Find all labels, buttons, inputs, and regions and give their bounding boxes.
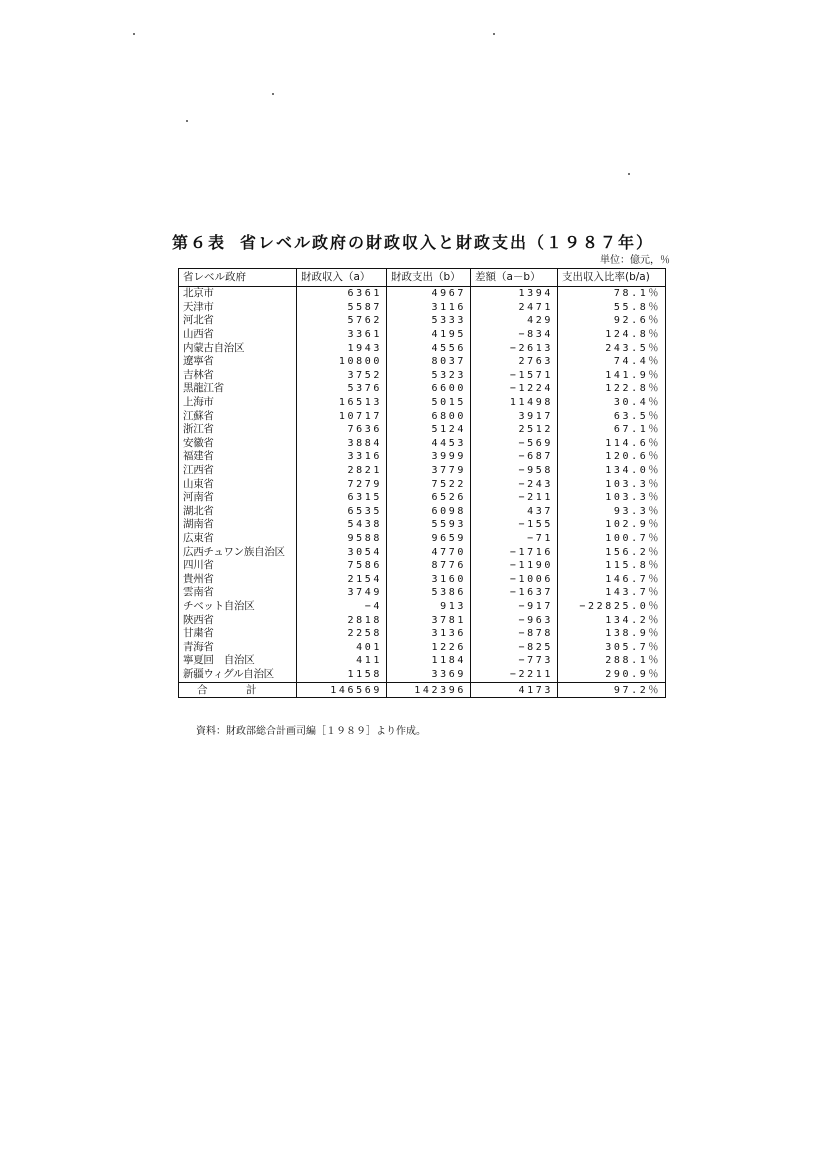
value-cell: 30.4％ bbox=[558, 396, 666, 410]
value-cell: 6800 bbox=[387, 409, 471, 423]
total-label-cell: 合 計 bbox=[179, 683, 297, 698]
table-row bbox=[179, 355, 666, 369]
value-cell: 5386 bbox=[387, 586, 471, 600]
table-row bbox=[179, 423, 666, 437]
table-row bbox=[179, 559, 666, 573]
region-name-cell: 貴州省 bbox=[179, 572, 297, 586]
region-name-cell: 内蒙古自治区 bbox=[179, 341, 297, 355]
value-cell: 63.5％ bbox=[558, 409, 666, 423]
value-cell: 10717 bbox=[297, 409, 387, 423]
region-name-cell: 広西チュワン族自治区 bbox=[179, 545, 297, 559]
region-name-cell: 上海市 bbox=[179, 396, 297, 410]
unit-note: 単位：億元，％ bbox=[600, 255, 670, 266]
value-cell: 156.2％ bbox=[558, 545, 666, 559]
table-row bbox=[179, 640, 666, 654]
region-name-cell: 湖北省 bbox=[179, 505, 297, 519]
value-cell: 3054 bbox=[297, 545, 387, 559]
value-cell: −2613 bbox=[471, 341, 558, 355]
value-cell: 243.5％ bbox=[558, 341, 666, 355]
value-cell: 1943 bbox=[297, 341, 387, 355]
value-cell: 6600 bbox=[387, 382, 471, 396]
value-cell: 8037 bbox=[387, 355, 471, 369]
value-cell: 305.7％ bbox=[558, 640, 666, 654]
value-cell: 5323 bbox=[387, 369, 471, 383]
region-name-cell: 四川省 bbox=[179, 559, 297, 573]
value-cell: 103.3％ bbox=[558, 477, 666, 491]
value-cell: 3779 bbox=[387, 464, 471, 478]
table-row bbox=[179, 477, 666, 491]
value-cell: 6315 bbox=[297, 491, 387, 505]
value-cell: 3361 bbox=[297, 328, 387, 342]
region-name-cell: 浙江省 bbox=[179, 423, 297, 437]
value-cell: 3749 bbox=[297, 586, 387, 600]
scan-speck bbox=[133, 33, 135, 35]
table-title-text: 省レベル政府の財政収入と財政支出（１９８７年） bbox=[240, 233, 655, 252]
region-name-cell: 河南省 bbox=[179, 491, 297, 505]
source-note: 資料：財政部総合計画司編［１９８９］より作成。 bbox=[196, 726, 426, 737]
table-row bbox=[179, 341, 666, 355]
region-name-cell: チベット自治区 bbox=[179, 600, 297, 614]
table-row bbox=[179, 369, 666, 383]
value-cell: −243 bbox=[471, 477, 558, 491]
value-cell: 115.8％ bbox=[558, 559, 666, 573]
region-name-cell: 陝西省 bbox=[179, 613, 297, 627]
region-name-cell: 天津市 bbox=[179, 301, 297, 315]
total-value-cell: 97.2％ bbox=[558, 683, 666, 698]
table-row bbox=[179, 437, 666, 451]
value-cell: 288.1％ bbox=[558, 654, 666, 668]
value-cell: 120.6％ bbox=[558, 450, 666, 464]
value-cell: 138.9％ bbox=[558, 627, 666, 641]
value-cell: −958 bbox=[471, 464, 558, 478]
value-cell: −22825.0％ bbox=[558, 600, 666, 614]
region-name-cell: 黒龍江省 bbox=[179, 382, 297, 396]
value-cell: 134.2％ bbox=[558, 613, 666, 627]
value-cell: 9588 bbox=[297, 532, 387, 546]
value-cell: −1571 bbox=[471, 369, 558, 383]
column-header: 支出収入比率(b/a) bbox=[558, 269, 666, 287]
value-cell: 103.3％ bbox=[558, 491, 666, 505]
value-cell: 1394 bbox=[471, 287, 558, 301]
value-cell: 3917 bbox=[471, 409, 558, 423]
value-cell: 74.4％ bbox=[558, 355, 666, 369]
table-title bbox=[172, 230, 752, 252]
value-cell: 5124 bbox=[387, 423, 471, 437]
value-cell: 4453 bbox=[387, 437, 471, 451]
value-cell: −878 bbox=[471, 627, 558, 641]
table-row bbox=[179, 464, 666, 478]
value-cell: 913 bbox=[387, 600, 471, 614]
table-row bbox=[179, 409, 666, 423]
column-header: 差額（a－b） bbox=[471, 269, 558, 287]
total-value-cell: 142396 bbox=[387, 683, 471, 698]
region-name-cell: 新疆ウィグル自治区 bbox=[179, 668, 297, 683]
value-cell: 55.8％ bbox=[558, 301, 666, 315]
table-row bbox=[179, 532, 666, 546]
value-cell: 2821 bbox=[297, 464, 387, 478]
region-name-cell: 安徽省 bbox=[179, 437, 297, 451]
table-row bbox=[179, 600, 666, 614]
table-row bbox=[179, 301, 666, 315]
column-header: 財政支出（b） bbox=[387, 269, 471, 287]
region-name-cell: 福建省 bbox=[179, 450, 297, 464]
region-name-cell: 寧夏回 自治区 bbox=[179, 654, 297, 668]
table-row bbox=[179, 545, 666, 559]
value-cell: −569 bbox=[471, 437, 558, 451]
value-cell: 102.9％ bbox=[558, 518, 666, 532]
value-cell: 4770 bbox=[387, 545, 471, 559]
table-row bbox=[179, 491, 666, 505]
value-cell: −963 bbox=[471, 613, 558, 627]
value-cell: −4 bbox=[297, 600, 387, 614]
value-cell: 5333 bbox=[387, 314, 471, 328]
table-row bbox=[179, 314, 666, 328]
region-name-cell: 江西省 bbox=[179, 464, 297, 478]
value-cell: −825 bbox=[471, 640, 558, 654]
table-number: 第６表 bbox=[172, 233, 227, 252]
value-cell: 3316 bbox=[297, 450, 387, 464]
region-name-cell: 甘粛省 bbox=[179, 627, 297, 641]
scan-speck bbox=[272, 93, 274, 95]
table-row bbox=[179, 505, 666, 519]
value-cell: 141.9％ bbox=[558, 369, 666, 383]
table-row bbox=[179, 450, 666, 464]
total-row bbox=[179, 683, 666, 698]
value-cell: 3116 bbox=[387, 301, 471, 315]
value-cell: 1184 bbox=[387, 654, 471, 668]
value-cell: 146.7％ bbox=[558, 572, 666, 586]
region-name-cell: 北京市 bbox=[179, 287, 297, 301]
total-value-cell: 146569 bbox=[297, 683, 387, 698]
value-cell: 6526 bbox=[387, 491, 471, 505]
value-cell: 3752 bbox=[297, 369, 387, 383]
value-cell: 6361 bbox=[297, 287, 387, 301]
value-cell: 2818 bbox=[297, 613, 387, 627]
value-cell: 7636 bbox=[297, 423, 387, 437]
value-cell: 11498 bbox=[471, 396, 558, 410]
value-cell: −71 bbox=[471, 532, 558, 546]
header-row bbox=[179, 269, 666, 287]
value-cell: 5762 bbox=[297, 314, 387, 328]
scan-speck bbox=[628, 173, 630, 175]
region-name-cell: 江蘇省 bbox=[179, 409, 297, 423]
region-name-cell: 広東省 bbox=[179, 532, 297, 546]
value-cell: 4195 bbox=[387, 328, 471, 342]
value-cell: 3884 bbox=[297, 437, 387, 451]
table-row bbox=[179, 627, 666, 641]
table-row bbox=[179, 518, 666, 532]
value-cell: −211 bbox=[471, 491, 558, 505]
value-cell: 4967 bbox=[387, 287, 471, 301]
value-cell: −1637 bbox=[471, 586, 558, 600]
table-row bbox=[179, 396, 666, 410]
value-cell: 2763 bbox=[471, 355, 558, 369]
value-cell: 2512 bbox=[471, 423, 558, 437]
value-cell: −687 bbox=[471, 450, 558, 464]
table-row bbox=[179, 572, 666, 586]
value-cell: 429 bbox=[471, 314, 558, 328]
value-cell: 114.6％ bbox=[558, 437, 666, 451]
table-row bbox=[179, 586, 666, 600]
value-cell: 3160 bbox=[387, 572, 471, 586]
value-cell: 67.1％ bbox=[558, 423, 666, 437]
total-value-cell: 4173 bbox=[471, 683, 558, 698]
value-cell: 7522 bbox=[387, 477, 471, 491]
region-name-cell: 山西省 bbox=[179, 328, 297, 342]
value-cell: −917 bbox=[471, 600, 558, 614]
value-cell: 2154 bbox=[297, 572, 387, 586]
value-cell: 8776 bbox=[387, 559, 471, 573]
scan-speck bbox=[493, 33, 495, 35]
value-cell: 93.3％ bbox=[558, 505, 666, 519]
value-cell: 5587 bbox=[297, 301, 387, 315]
region-name-cell: 青海省 bbox=[179, 640, 297, 654]
value-cell: −773 bbox=[471, 654, 558, 668]
table-row bbox=[179, 287, 666, 301]
value-cell: 9659 bbox=[387, 532, 471, 546]
value-cell: 122.8％ bbox=[558, 382, 666, 396]
table-row bbox=[179, 668, 666, 683]
value-cell: 3781 bbox=[387, 613, 471, 627]
scan-speck bbox=[186, 120, 188, 122]
value-cell: 124.8％ bbox=[558, 328, 666, 342]
value-cell: 2258 bbox=[297, 627, 387, 641]
value-cell: −1224 bbox=[471, 382, 558, 396]
table-row bbox=[179, 328, 666, 342]
value-cell: 411 bbox=[297, 654, 387, 668]
table-body bbox=[179, 287, 666, 698]
table-row bbox=[179, 654, 666, 668]
value-cell: −1190 bbox=[471, 559, 558, 573]
value-cell: −2211 bbox=[471, 668, 558, 683]
value-cell: 1158 bbox=[297, 668, 387, 683]
value-cell: 7279 bbox=[297, 477, 387, 491]
value-cell: 5593 bbox=[387, 518, 471, 532]
value-cell: −1006 bbox=[471, 572, 558, 586]
region-name-cell: 湖南省 bbox=[179, 518, 297, 532]
value-cell: 16513 bbox=[297, 396, 387, 410]
region-name-cell: 雲南省 bbox=[179, 586, 297, 600]
value-cell: 1226 bbox=[387, 640, 471, 654]
value-cell: 10800 bbox=[297, 355, 387, 369]
column-header: 省レベル政府 bbox=[179, 269, 297, 287]
region-name-cell: 河北省 bbox=[179, 314, 297, 328]
value-cell: 143.7％ bbox=[558, 586, 666, 600]
value-cell: 7586 bbox=[297, 559, 387, 573]
value-cell: 6098 bbox=[387, 505, 471, 519]
value-cell: 4556 bbox=[387, 341, 471, 355]
value-cell: 134.0％ bbox=[558, 464, 666, 478]
value-cell: 3999 bbox=[387, 450, 471, 464]
value-cell: 5015 bbox=[387, 396, 471, 410]
fiscal-table bbox=[178, 268, 666, 698]
table-row bbox=[179, 613, 666, 627]
column-header: 財政収入（a） bbox=[297, 269, 387, 287]
value-cell: 3136 bbox=[387, 627, 471, 641]
value-cell: 5376 bbox=[297, 382, 387, 396]
value-cell: 92.6％ bbox=[558, 314, 666, 328]
value-cell: 401 bbox=[297, 640, 387, 654]
value-cell: 78.1％ bbox=[558, 287, 666, 301]
value-cell: 290.9％ bbox=[558, 668, 666, 683]
value-cell: −155 bbox=[471, 518, 558, 532]
region-name-cell: 遼寧省 bbox=[179, 355, 297, 369]
value-cell: 3369 bbox=[387, 668, 471, 683]
table-row bbox=[179, 382, 666, 396]
value-cell: −1716 bbox=[471, 545, 558, 559]
region-name-cell: 吉林省 bbox=[179, 369, 297, 383]
region-name-cell: 山東省 bbox=[179, 477, 297, 491]
value-cell: −834 bbox=[471, 328, 558, 342]
value-cell: 437 bbox=[471, 505, 558, 519]
value-cell: 2471 bbox=[471, 301, 558, 315]
value-cell: 100.7％ bbox=[558, 532, 666, 546]
value-cell: 6535 bbox=[297, 505, 387, 519]
value-cell: 5438 bbox=[297, 518, 387, 532]
